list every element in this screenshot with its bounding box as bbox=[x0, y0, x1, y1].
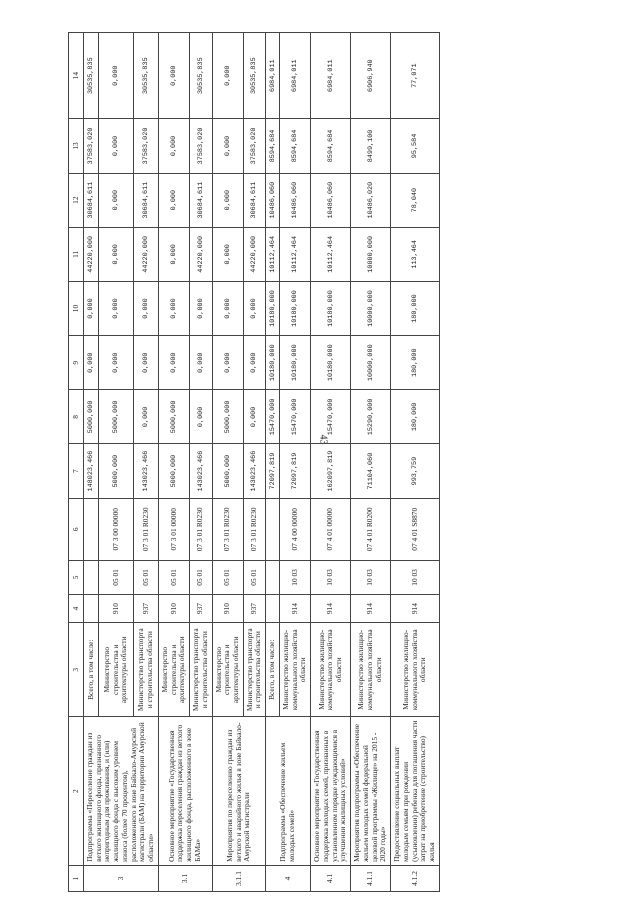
program-name-cell: Мероприятия по переселению граждан из ветхого и аварийного жилья в зоне Байкало-Амурской магистрали bbox=[212, 717, 266, 866]
amount-cell: 143023,466 bbox=[190, 444, 212, 498]
amount-cell: 0,000 bbox=[190, 390, 212, 444]
header-cell: 11 bbox=[69, 227, 84, 281]
amount-cell: 5000,000 bbox=[158, 390, 189, 444]
amount-cell: 10486,060 bbox=[266, 173, 280, 227]
header-cell: 2 bbox=[69, 717, 84, 866]
amount-cell: 5000,000 bbox=[99, 444, 134, 498]
header-cell: 14 bbox=[69, 33, 84, 119]
budget-code-cell: 10 03 bbox=[311, 560, 351, 594]
budget-table bbox=[68, 32, 440, 892]
amount-cell: 10000,000 bbox=[351, 336, 391, 390]
amount-cell: 30684,611 bbox=[190, 173, 212, 227]
amount-cell: 180,000 bbox=[391, 336, 440, 390]
row-number-cell: 4.1 bbox=[311, 865, 351, 891]
executor-cell: Министерство транспорта и строительства области bbox=[243, 623, 265, 717]
amount-cell: 5000,000 bbox=[158, 444, 189, 498]
budget-code-cell bbox=[84, 498, 99, 560]
amount-cell: 30684,611 bbox=[133, 173, 158, 227]
rotated-table-container bbox=[68, 32, 440, 892]
amount-cell: 0,000 bbox=[158, 33, 189, 119]
amount-cell: 0,000 bbox=[99, 281, 134, 335]
program-name-cell: Основное мероприятие «Государственная поддержка переселения граждан из ветхого жилищного фонда, расположенного в зоне БАМа» bbox=[158, 717, 212, 866]
amount-cell: 993,759 bbox=[391, 444, 440, 498]
amount-cell: 180,000 bbox=[391, 281, 440, 335]
amount-cell: 0,000 bbox=[99, 33, 134, 119]
budget-code-cell: 914 bbox=[391, 594, 440, 622]
amount-cell: 5000,000 bbox=[212, 444, 243, 498]
amount-cell: 77,071 bbox=[391, 33, 440, 119]
amount-cell: 0,000 bbox=[99, 119, 134, 173]
budget-code-cell: 07 3 01 R0230 bbox=[243, 498, 265, 560]
header-cell: 13 bbox=[69, 119, 84, 173]
amount-cell: 5000,000 bbox=[84, 390, 99, 444]
amount-cell: 37583,020 bbox=[190, 119, 212, 173]
amount-cell: 0,000 bbox=[99, 336, 134, 390]
amount-cell: 10180,000 bbox=[279, 336, 310, 390]
budget-code-cell bbox=[84, 594, 99, 622]
program-name-cell: Основное мероприятие «Государственная поддержка молодых семей, признанных в установленном порядке нуждающимися в улучшении жилищных условий» bbox=[311, 717, 351, 866]
amount-cell: 8594,684 bbox=[279, 119, 310, 173]
program-name-cell: Мероприятия подпрограммы «Обеспечение жильем молодых семей федеральной целевой программы «Жилище» на 2015 - 2020 годы» bbox=[351, 717, 391, 866]
table-row bbox=[351, 33, 391, 892]
budget-code-cell: 910 bbox=[158, 594, 189, 622]
budget-code-cell: 07 3 01 R0230 bbox=[133, 498, 158, 560]
budget-code-cell: 07 4 01 00000 bbox=[311, 498, 351, 560]
budget-code-cell: 937 bbox=[133, 594, 158, 622]
executor-cell: Министерство строительства и архитектуры области bbox=[212, 623, 243, 717]
amount-cell: 37583,020 bbox=[133, 119, 158, 173]
budget-code-cell: 910 bbox=[212, 594, 243, 622]
amount-cell: 10180,000 bbox=[311, 281, 351, 335]
amount-cell: 95,584 bbox=[391, 119, 440, 173]
header-cell: 3 bbox=[69, 623, 84, 717]
amount-cell: 10112,464 bbox=[266, 227, 280, 281]
amount-cell: 10180,000 bbox=[311, 336, 351, 390]
executor-cell: Всего, в том числе: bbox=[84, 623, 99, 717]
amount-cell: 10112,464 bbox=[279, 227, 310, 281]
amount-cell: 0,000 bbox=[133, 390, 158, 444]
amount-cell: 44220,000 bbox=[243, 227, 265, 281]
amount-cell: 0,000 bbox=[133, 281, 158, 335]
executor-cell: Всего, в том числе: bbox=[266, 623, 280, 717]
executor-cell: Министерство жилищно-коммунального хозяйства области bbox=[279, 623, 310, 717]
amount-cell: 8594,684 bbox=[266, 119, 280, 173]
budget-code-cell bbox=[266, 560, 280, 594]
program-name-cell: Предоставление социальных выплат молодым семьям при рождении (усыновлении) ребенка для погашения части затрат на приобретение (строительство) жилья bbox=[391, 717, 440, 866]
amount-cell: 143023,466 bbox=[133, 444, 158, 498]
amount-cell: 10486,060 bbox=[311, 173, 351, 227]
budget-code-cell: 05 01 bbox=[158, 560, 189, 594]
amount-cell: 10180,000 bbox=[279, 281, 310, 335]
budget-code-cell: 07 4 00 00000 bbox=[279, 498, 310, 560]
row-number-cell: 4.1.1 bbox=[351, 865, 391, 891]
header-cell: 10 bbox=[69, 281, 84, 335]
budget-code-cell: 10 03 bbox=[391, 560, 440, 594]
budget-code-cell: 07 3 01 R0230 bbox=[190, 498, 212, 560]
amount-cell: 148023,466 bbox=[84, 444, 99, 498]
amount-cell: 6984,011 bbox=[311, 33, 351, 119]
budget-code-cell bbox=[266, 498, 280, 560]
page-number: 43 bbox=[317, 434, 329, 445]
executor-cell: Министерство жилищно-коммунального хозяйства области bbox=[391, 623, 440, 717]
amount-cell: 0,000 bbox=[212, 281, 243, 335]
amount-cell: 30684,611 bbox=[84, 173, 99, 227]
amount-cell: 30684,611 bbox=[243, 173, 265, 227]
budget-code-cell: 07 4 01 R0200 bbox=[351, 498, 391, 560]
amount-cell: 15470,000 bbox=[311, 390, 351, 444]
amount-cell: 44220,000 bbox=[190, 227, 212, 281]
table-row bbox=[84, 33, 99, 892]
amount-cell: 0,000 bbox=[133, 336, 158, 390]
table-row bbox=[311, 33, 351, 892]
amount-cell: 5000,000 bbox=[99, 390, 134, 444]
amount-cell: 0,000 bbox=[243, 336, 265, 390]
amount-cell: 0,000 bbox=[190, 281, 212, 335]
amount-cell: 0,000 bbox=[158, 227, 189, 281]
executor-cell: Министерство строительства и архитектуры области bbox=[158, 623, 189, 717]
header-cell: 9 bbox=[69, 336, 84, 390]
budget-code-cell: 914 bbox=[351, 594, 391, 622]
amount-cell: 10486,020 bbox=[351, 173, 391, 227]
amount-cell: 10112,464 bbox=[311, 227, 351, 281]
budget-code-cell: 10 03 bbox=[351, 560, 391, 594]
amount-cell: 0,000 bbox=[99, 173, 134, 227]
budget-code-cell: 05 01 bbox=[133, 560, 158, 594]
budget-code-cell: 910 bbox=[99, 594, 134, 622]
row-number-cell: 3 bbox=[84, 865, 159, 891]
amount-cell: 0,000 bbox=[84, 281, 99, 335]
amount-cell: 0,000 bbox=[84, 336, 99, 390]
amount-cell: 0,000 bbox=[212, 33, 243, 119]
amount-cell: 15470,000 bbox=[266, 390, 280, 444]
budget-code-cell: 914 bbox=[311, 594, 351, 622]
amount-cell: 5000,000 bbox=[212, 390, 243, 444]
amount-cell: 30535,835 bbox=[133, 33, 158, 119]
budget-code-cell: 07 4 01 S8870 bbox=[391, 498, 440, 560]
budget-code-cell: 05 01 bbox=[190, 560, 212, 594]
amount-cell: 0,000 bbox=[212, 336, 243, 390]
amount-cell: 0,000 bbox=[243, 281, 265, 335]
amount-cell: 10000,000 bbox=[351, 281, 391, 335]
amount-cell: 30535,835 bbox=[190, 33, 212, 119]
header-cell: 7 bbox=[69, 444, 84, 498]
executor-cell: Министерство жилищно-коммунального хозяйства области bbox=[351, 623, 391, 717]
amount-cell: 44220,000 bbox=[133, 227, 158, 281]
header-cell: 4 bbox=[69, 594, 84, 622]
amount-cell: 10000,000 bbox=[351, 227, 391, 281]
executor-cell: Министерство транспорта и строительства области bbox=[133, 623, 158, 717]
amount-cell: 8499,100 bbox=[351, 119, 391, 173]
amount-cell: 0,000 bbox=[212, 173, 243, 227]
amount-cell: 0,000 bbox=[158, 281, 189, 335]
header-cell: 6 bbox=[69, 498, 84, 560]
amount-cell: 30535,835 bbox=[84, 33, 99, 119]
amount-cell: 6906,940 bbox=[351, 33, 391, 119]
program-name-cell: Подпрограмма «Обеспечение жильем молодых семей» bbox=[266, 717, 311, 866]
program-name-cell: Подпрограмма «Переселение граждан из ветхого жилищного фонда, признанного непригодным для проживания, и (или) жилищного фонда с высоким уровнем износа (более 70 процентов), расположенного в зоне Байкало-Амурской магистрали (БАМ) на территории Амурской области» bbox=[84, 717, 159, 866]
amount-cell: 8594,684 bbox=[311, 119, 351, 173]
budget-code-cell bbox=[84, 560, 99, 594]
amount-cell: 0,000 bbox=[190, 336, 212, 390]
amount-cell: 30535,835 bbox=[243, 33, 265, 119]
budget-code-cell: 07 3 01 R0230 bbox=[212, 498, 243, 560]
row-number-cell: 4.1.2 bbox=[391, 865, 440, 891]
amount-cell: 15290,000 bbox=[351, 390, 391, 444]
header-cell: 5 bbox=[69, 560, 84, 594]
amount-cell: 37583,020 bbox=[243, 119, 265, 173]
row-number-cell: 3.1 bbox=[158, 865, 212, 891]
amount-cell: 10180,000 bbox=[266, 336, 280, 390]
header-cell: 8 bbox=[69, 390, 84, 444]
amount-cell: 0,000 bbox=[158, 119, 189, 173]
amount-cell: 0,000 bbox=[99, 227, 134, 281]
amount-cell: 44220,000 bbox=[84, 227, 99, 281]
amount-cell: 15470,000 bbox=[279, 390, 310, 444]
amount-cell: 6984,011 bbox=[279, 33, 310, 119]
budget-code-cell: 914 bbox=[279, 594, 310, 622]
budget-code-cell: 937 bbox=[190, 594, 212, 622]
amount-cell: 6984,011 bbox=[266, 33, 280, 119]
amount-cell: 113,464 bbox=[391, 227, 440, 281]
amount-cell: 0,000 bbox=[212, 227, 243, 281]
table-row bbox=[158, 33, 189, 892]
budget-code-cell: 05 01 bbox=[212, 560, 243, 594]
amount-cell: 37583,020 bbox=[84, 119, 99, 173]
executor-cell: Министерство строительства и архитектуры области bbox=[99, 623, 134, 717]
amount-cell: 162097,819 bbox=[311, 444, 351, 498]
table-row bbox=[391, 33, 440, 892]
budget-code-cell: 07 3 01 00000 bbox=[158, 498, 189, 560]
executor-cell: Министерство транспорта и строительства области bbox=[190, 623, 212, 717]
amount-cell: 78,040 bbox=[391, 173, 440, 227]
amount-cell: 0,000 bbox=[243, 390, 265, 444]
budget-code-cell: 05 01 bbox=[99, 560, 134, 594]
budget-code-cell bbox=[266, 594, 280, 622]
amount-cell: 71104,060 bbox=[351, 444, 391, 498]
amount-cell: 72097,819 bbox=[266, 444, 280, 498]
header-row bbox=[69, 33, 84, 892]
budget-code-cell: 07 3 00 00000 bbox=[99, 498, 134, 560]
table-row bbox=[266, 33, 280, 892]
header-cell: 1 bbox=[69, 865, 84, 891]
budget-code-cell: 937 bbox=[243, 594, 265, 622]
budget-code-cell: 10 03 bbox=[279, 560, 310, 594]
row-number-cell: 4 bbox=[266, 865, 311, 891]
row-number-cell: 3.1.1 bbox=[212, 865, 266, 891]
amount-cell: 10486,060 bbox=[279, 173, 310, 227]
amount-cell: 143023,466 bbox=[243, 444, 265, 498]
amount-cell: 0,000 bbox=[158, 336, 189, 390]
amount-cell: 72097,819 bbox=[279, 444, 310, 498]
amount-cell: 180,000 bbox=[391, 390, 440, 444]
executor-cell: Министерство жилищно-коммунального хозяйства области bbox=[311, 623, 351, 717]
budget-code-cell: 05 01 bbox=[243, 560, 265, 594]
amount-cell: 10180,000 bbox=[266, 281, 280, 335]
amount-cell: 0,000 bbox=[158, 173, 189, 227]
amount-cell: 0,000 bbox=[212, 119, 243, 173]
header-cell: 12 bbox=[69, 173, 84, 227]
table-row bbox=[212, 33, 243, 892]
